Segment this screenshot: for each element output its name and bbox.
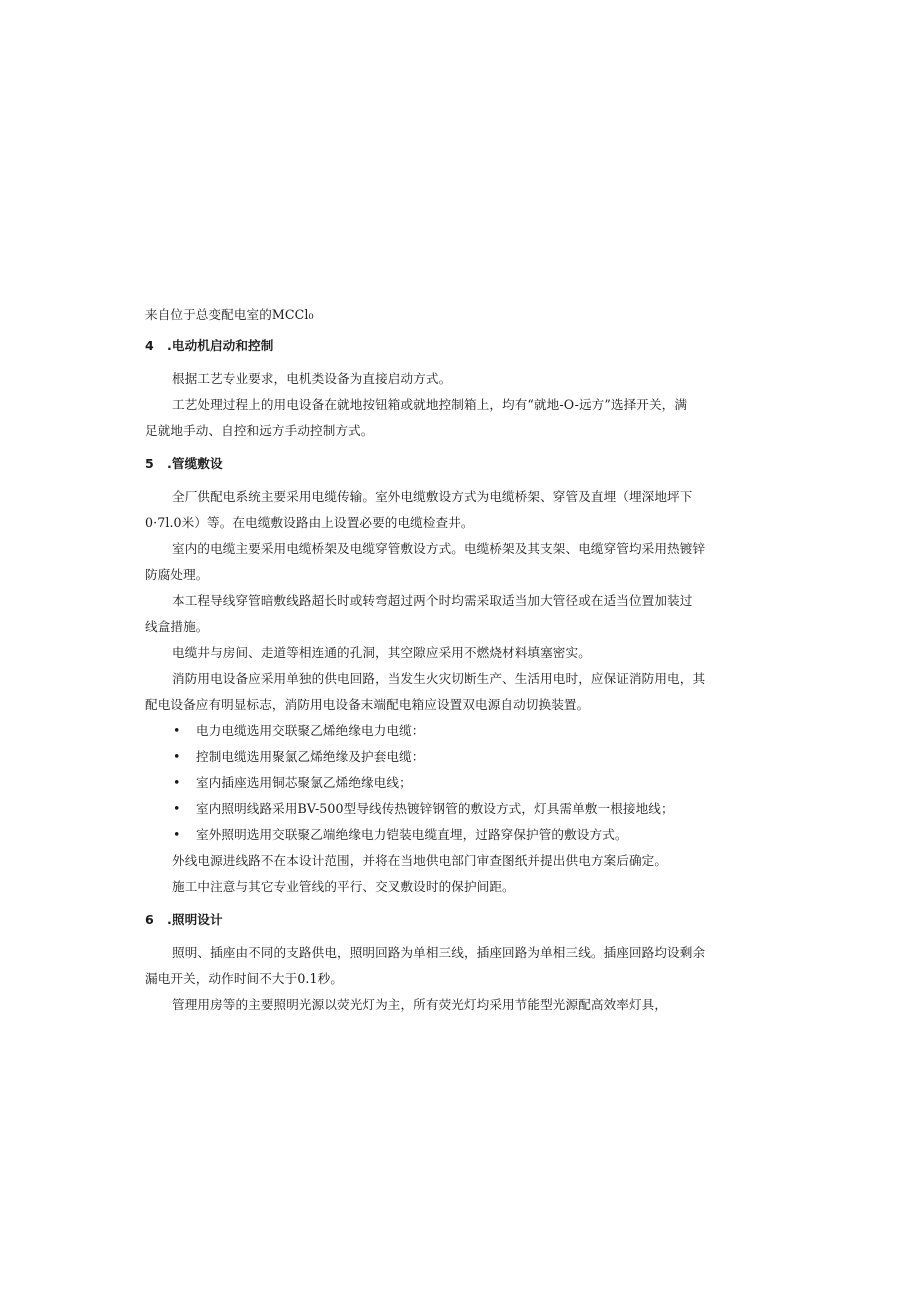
s5-paragraph-3-line-2: 线盒措施。: [145, 619, 209, 634]
bullet-item: [173, 774, 412, 792]
s6-paragraph-1-line-1: 照明、插座由不同的支路供电，照明回路为单相三线，插座回路为单相三线。插座回路均设剩余: [172, 945, 706, 960]
s5-paragraph-3-line-1: 本工程导线穿管暗敷线路超长时或转弯超过两个时均需采取适当加大管径或在适当位置加装过: [172, 593, 693, 608]
s6-paragraph-1-line-2: 漏电开关，动作时间不大于0.1秒。: [145, 971, 344, 986]
s5-paragraph-1-line-1: 全厂供配电系统主要采用电缆传输。室外电缆敷设方式为电缆桥架、穿管及直埋（埋深地坪下: [172, 489, 693, 504]
bullet-text: 电力电缆选用交联聚乙烯绝缘电力电缆：: [196, 723, 425, 738]
bullet-text: 室内插座选用铜芯聚氯乙烯绝缘电线；: [196, 775, 412, 790]
s5-paragraph-2-line-1: 室内的电缆主要采用电缆桥架及电缆穿管敷设方式。电缆桥架及其支架、电缆穿管均采用热镀锌: [172, 541, 706, 556]
s5-paragraph-5-line-1: 消防用电设备应采用单独的供电回路，当发生火灾切断生产、生活用电时，应保证消防用电，其: [172, 671, 706, 686]
bullet-item: [173, 722, 425, 740]
bullet-text: 控制电缆选用聚氯乙烯绝缘及护套电缆：: [196, 749, 425, 764]
bullet-item: [173, 800, 674, 818]
s5-paragraph-6: 外线电源进线路不在本设计范围，并将在当地供电部门审查图纸并提出供电方案后确定。: [172, 853, 668, 868]
s4-paragraph-1: 根据工艺专业要求，电机类设备为直接启动方式。: [172, 371, 452, 386]
s4-paragraph-2-line-2: 足就地手动、自控和远方手动控制方式。: [145, 423, 374, 438]
s5-paragraph-1-line-2: 0·7l.0米）等。在电缆敷设路由上设置必要的电缆检查井。: [145, 515, 474, 530]
section-4-number: 4: [145, 338, 154, 353]
bullet-text: 室外照明选用交联聚乙端绝缘电力铠装电缆直埋，过路穿保护管的敷设方式。: [196, 827, 628, 842]
bullet-icon: •: [173, 723, 181, 738]
bullet-icon: •: [173, 749, 181, 764]
bullet-text: 室内照明线路采用BV-500型导线传热镀锌钢管的敷设方式，灯具需单敷一根接地线；: [196, 801, 674, 816]
s6-paragraph-2: 管理用房等的主要照明光源以荧光灯为主，所有荧光灯均采用节能型光源配高效率灯具，: [172, 997, 668, 1012]
section-4-heading: [145, 337, 273, 355]
section-5-title: .管缆敷设: [167, 456, 223, 471]
section-6-title: .照明设计: [167, 912, 223, 927]
section-4-title: .电动机启动和控制: [167, 338, 274, 353]
section-5-number: 5: [145, 456, 154, 471]
bullet-item: [173, 826, 628, 844]
s5-paragraph-2-line-2: 防腐处理。: [145, 567, 209, 582]
intro-line: 来自位于总变配电室的MCCl₀: [145, 307, 314, 322]
s5-paragraph-7: 施工中注意与其它专业管线的平行、交叉敷设时的保护间距。: [172, 879, 515, 894]
section-5-heading: [145, 455, 223, 473]
s5-paragraph-5-line-2: 配电设备应有明显标志，消防用电设备末端配电箱应设置双电源自动切换装置。: [145, 697, 590, 712]
section-6-number: 6: [145, 912, 154, 927]
bullet-icon: •: [173, 775, 181, 790]
section-6-heading: [145, 911, 223, 929]
s5-paragraph-4: 电缆井与房间、走道等相连通的孔洞，其空隙应采用不燃烧材料填塞密实。: [172, 645, 591, 660]
bullet-item: [173, 748, 425, 766]
s4-paragraph-2-line-1: 工艺处理过程上的用电设备在就地按钮箱或就地控制箱上，均有“就地-O-远方”选择开关，满: [172, 397, 688, 412]
bullet-icon: •: [173, 827, 181, 842]
bullet-icon: •: [173, 801, 181, 816]
